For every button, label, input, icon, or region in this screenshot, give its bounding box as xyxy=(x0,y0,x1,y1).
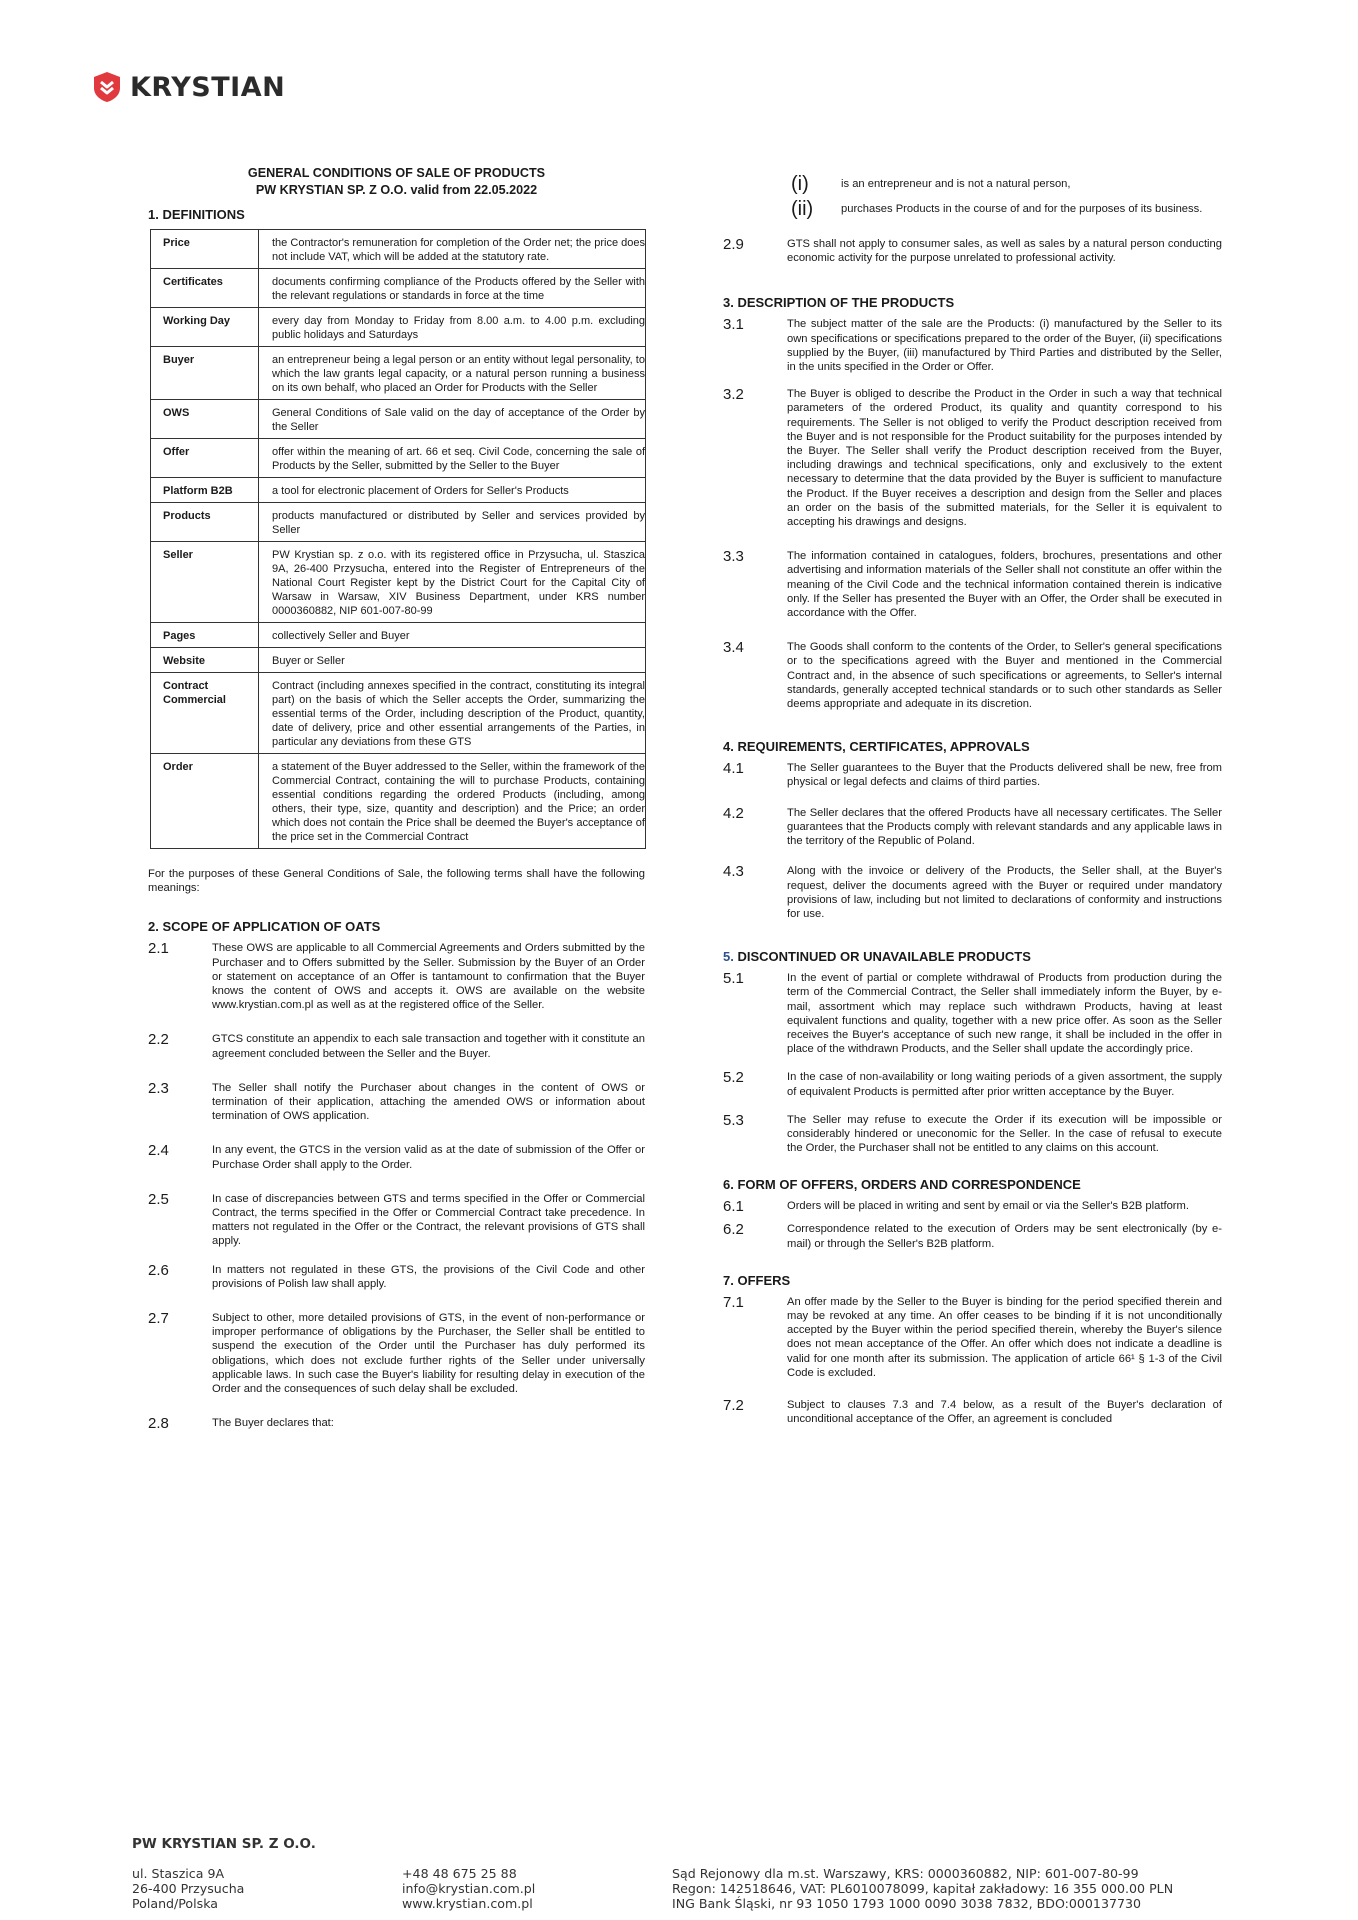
definition-term: Pages xyxy=(151,623,259,648)
clause-2-9: 2.9 GTS shall not apply to consumer sales, as well as sales by a natural person conducting economic activity for the purpose unrelated to professional activity. xyxy=(723,236,1222,265)
buyer-declaration-item: (ii) purchases Products in the course of and for the purposes of its business. xyxy=(791,198,1203,220)
section-6-heading: 6. FORM OF OFFERS, ORDERS AND CORRESPONDENCE xyxy=(723,1177,1081,1193)
section-4-list xyxy=(723,761,1222,921)
definition-term: Seller xyxy=(151,542,259,623)
section-6-list xyxy=(723,1199,1222,1250)
krystian-logo-icon xyxy=(92,71,122,103)
definition-text: an entrepreneur being a legal person or an entity without legal personality, to which the law grants legal capacity, or a natural person running a business on its own behalf, who placed an Order for Products with the Seller xyxy=(259,347,646,400)
definition-row xyxy=(151,347,646,400)
definition-text: PW Krystian sp. z o.o. with its registered office in Przysucha, ul. Staszica 9A, 26-400 Przysucha, entered into the Register of Entrepreneurs of the National Court Register kept by the District Court for the Capital City of Warsaw in Warsaw, XIV Business Department, under KRS number 0000360882, NIP 601-007-80-99 xyxy=(259,542,646,623)
definition-text: Buyer or Seller xyxy=(259,648,646,673)
definition-term: Order xyxy=(151,754,259,849)
clause-3-4: 3.4 The Goods shall conform to the contents of the Order, to Seller's general specifications or to the specifications agreed with the Buyer and mentioned in the Commercial Contract and, in the absence of such specifications or agreements, to Seller's internal standards, generally accepted technical standards or to such other standards as Seller deems appropriate and adequate in its discretion. xyxy=(723,639,1222,711)
definitions-intro: For the purposes of these General Conditions of Sale, the following terms shall have the following meanings: xyxy=(148,868,645,895)
definition-term: Buyer xyxy=(151,347,259,400)
clause-3-3: 3.3 The information contained in catalogues, folders, brochures, presentations and other advertising and information materials of the Seller shall not constitute an offer within the meaning of the Civil Code and the technical information contained therein is indicative only. If the Seller has presented the Buyer with an Offer, the Order shall be executed in accordance with the Offer. xyxy=(723,548,1222,620)
section-7-heading: 7. OFFERS xyxy=(723,1272,791,1288)
definition-row xyxy=(151,308,646,347)
definition-row xyxy=(151,673,646,754)
buyer-declaration-item: (i) is an entrepreneur and is not a natural person, xyxy=(791,173,1071,195)
definition-text: every day from Monday to Friday from 8.00 a.m. to 4.00 p.m. excluding public holidays and Saturdays xyxy=(259,308,646,347)
company-logo xyxy=(92,70,285,104)
clause-3-1: 3.1 The subject matter of the sale are the Products: (i) manufactured by the Seller to its own specifications or specifications prepared to the order of the Buyer, (ii) specifications supplied by the Buyer, (iii) manufactured by Third Parties and distributed by the Seller, in the units specified in the Order or Offer. xyxy=(723,316,1222,374)
footer-contact xyxy=(402,1866,672,1911)
footer-website-link[interactable]: www.krystian.com.pl xyxy=(402,1896,533,1911)
clause-3-2: 3.2 The Buyer is obliged to describe the Product in the Order in such a way that technical parameters of the ordered Product, its quality and quantity correspond to his requirements. The Seller is not obliged to verify the Product description received from the Buyer and is not responsible for the Product suitability for the purposes intended by the Buyer. The Seller shall verify the Product description received from the Buyer, including drawings and technical specifications, only and exclusively to the extent necessary to determine that the data provided by the Buyer is sufficient to manufacture the Product. If the Buyer receives a description and design from the Seller and places an order on the basis of the submitted materials, for the Seller it is equivalent to accepting his drawings and designs. xyxy=(723,386,1222,529)
section-5-list xyxy=(723,971,1222,1155)
definition-term: Contract Commercial xyxy=(151,673,259,754)
definition-row xyxy=(151,542,646,623)
logo-wordmark: KRYSTIAN xyxy=(130,71,286,103)
definition-text: offer within the meaning of art. 66 et seq. Civil Code, concerning the sale of Products by the Seller, submitted by the Seller to the Buyer xyxy=(259,439,646,478)
clause-4-3: 4.3 Along with the invoice or delivery of the Products, the Seller shall, at the Buyer's request, deliver the documents agreed with the Buyer or required under mandatory provisions of law, including but not limited to declarations of conformity and instructions for use. xyxy=(723,863,1222,920)
definition-term: Products xyxy=(151,503,259,542)
definition-text: a tool for electronic placement of Orders for Seller's Products xyxy=(259,478,646,503)
definition-term: Platform B2B xyxy=(151,478,259,503)
footer-company: PW KRYSTIAN SP. Z O.O. xyxy=(132,1836,316,1852)
definition-term: Price xyxy=(151,230,259,269)
definition-text: Contract (including annexes specified in the contract, constituting its integral part) on the basis of which the Seller accepts the Order, summarizing the essential terms of the Order, including description of the Product, quantity, date of delivery, price and other essential arrangements of the Parties, in particular any deviations from these GTS xyxy=(259,673,646,754)
document-title: GENERAL CONDITIONS OF SALE OF PRODUCTS PW KRYSTIAN SP. Z O.O. valid from 22.05.2022 xyxy=(247,166,546,197)
left-column xyxy=(148,165,645,1431)
clause-5-1: 5.1 In the event of partial or complete withdrawal of Products from production during the term of the Commercial Contract, the Seller shall immediately inform the Buyer, by e-mail, assortment which may replace such withdrawn Products, having at least equivalent functions and quality, together with a new price offer. As soon as the Seller receives the Buyer's acceptance of such new range, it shall be included in the offer in place of the withdrawn Products, and the Seller shall update the accordingly price. xyxy=(723,970,1222,1056)
section-5-heading: 5. DISCONTINUED OR UNAVAILABLE PRODUCTS xyxy=(723,949,1031,965)
buyer-declarations-list xyxy=(791,175,1222,219)
definition-term: OWS xyxy=(151,400,259,439)
definition-row xyxy=(151,648,646,673)
clause-2-1: 2.1 These OWS are applicable to all Commercial Agreements and Orders submitted by the Purchaser and to Offers submitted by the Seller. Submission by the Buyer of an Order or statement on acceptance of an Offer is tantamount to confirmation that the Buyer knows the content of OWS and accepts it. OWS are available on the website www.krystian.com.pl as well as at the registered office of the Seller. xyxy=(148,940,645,1012)
clause-7-1: 7.1 An offer made by the Seller to the Buyer is binding for the period specified therein and may be revoked at any time. An offer ceases to be binding if it is not unconditionally accepted by the Buyer within the period specified therein, whereby the Buyer's silence does not mean acceptance of the Offer. An offer which does not indicate a deadline is valid for one month after its submission. The application of article 66¹ § 1-3 of the Civil Code is excluded. xyxy=(723,1293,1222,1379)
section-2-heading: 2. SCOPE OF APPLICATION OF OATS xyxy=(148,919,381,935)
section-3-list xyxy=(723,317,1222,711)
definition-text: the Contractor's remuneration for completion of the Order net; the price does not include VAT, which will be added at the statutory rate. xyxy=(259,230,646,269)
clause-2-7: 2.7 Subject to other, more detailed provisions of GTS, in the event of non-performance or improper performance of obligations by the Purchaser, the Seller shall be entitled to suspend the execution of the Order until the Purchaser has duly performed its obligations, which does not exclude further rights of the Seller under universally applicable laws. In such case the Buyer's liability for resulting delay in execution of the Order and the consequences of such delay shall be excluded. xyxy=(148,1310,645,1396)
clause-2-3: 2.3 The Seller shall notify the Purchaser about changes in the content of OWS or termination of their application, attaching the amended OWS or information about termination of OWS application. xyxy=(148,1079,645,1123)
footer-phone[interactable]: +48 48 675 25 88 xyxy=(402,1866,517,1881)
definition-term: Certificates xyxy=(151,269,259,308)
clause-2-4: 2.4 In any event, the GTCS in the version valid as at the date of submission of the Offer or Purchase Order shall apply to the Order. xyxy=(148,1142,645,1171)
definition-text: a statement of the Buyer addressed to the Seller, within the framework of the Commercial Contract, containing the will to purchase Products, containing essential conditions regarding the ordered Products (including, among others, their type, size, quantity and description) and the Price; an order which does not contain the Price shall be deemed the Buyer's acceptance of the price set in the Commercial Contract xyxy=(259,754,646,849)
clause-5-2: 5.2 In the case of non-availability or long waiting periods of a given assortment, the supply of equivalent Products is permitted after prior written acceptance by the Buyer. xyxy=(723,1069,1222,1098)
footer-address: ul. Staszica 9A 26-400 Przysucha Poland/Polska xyxy=(132,1866,245,1911)
definition-row xyxy=(151,439,646,478)
definition-text: General Conditions of Sale valid on the day of acceptance of the Order by the Seller xyxy=(259,400,646,439)
clause-6-1: 6.1 Orders will be placed in writing and sent by email or via the Seller's B2B platform. xyxy=(723,1198,1189,1216)
definition-row xyxy=(151,503,646,542)
section-2-list xyxy=(148,941,645,1431)
clause-6-2: 6.2 Correspondence related to the execution of Orders may be sent electronically (by e-mail) or through the Seller's B2B platform. xyxy=(723,1221,1222,1250)
footer-registry: Sąd Rejonowy dla m.st. Warszawy, KRS: 0000360882, NIP: 601-007-80-99 Regon: 142518646, VAT: PL6010078099, kapitał zakładowy: 16 355 000.00 PLN ING Bank Śląski, nr 93 1050 1793 1000 0090 3038 7832, BDO:000137730 xyxy=(672,1866,1174,1911)
right-column xyxy=(723,175,1222,1426)
definition-term: Working Day xyxy=(151,308,259,347)
section-7-list xyxy=(723,1295,1222,1427)
definition-row xyxy=(151,400,646,439)
section-4-heading: 4. REQUIREMENTS, CERTIFICATES, APPROVALS xyxy=(723,739,1030,755)
definition-row xyxy=(151,230,646,269)
definition-row xyxy=(151,269,646,308)
footer-email-link[interactable]: info@krystian.com.pl xyxy=(402,1881,536,1896)
definition-term: Website xyxy=(151,648,259,673)
clause-4-2: 4.2 The Seller declares that the offered Products have all necessary certificates. The Seller guarantees that the Products comply with relevant standards and any applicable laws in the territory of the Republic of Poland. xyxy=(723,804,1222,848)
page-footer xyxy=(132,1836,1242,1911)
definitions-table xyxy=(150,229,646,849)
section-1-heading: 1. DEFINITIONS xyxy=(148,207,245,222)
definition-row xyxy=(151,478,646,503)
clause-2-5: 2.5 In case of discrepancies between GTS and terms specified in the Offer or Commercial Contract, the terms specified in the Offer or Commercial Contract take precedence. In matters not regulated in the Offer or the Contract, the relevant provisions of GTS shall apply. xyxy=(148,1190,645,1248)
clause-2-8: 2.8 The Buyer declares that: xyxy=(148,1415,334,1433)
clause-2-6: 2.6 In matters not regulated in these GTS, the provisions of the Civil Code and other provisions of Polish law shall apply. xyxy=(148,1261,645,1290)
definition-text: collectively Seller and Buyer xyxy=(259,623,646,648)
clause-4-1: 4.1 The Seller guarantees to the Buyer that the Products delivered shall be new, free from physical or legal defects and claims of third parties. xyxy=(723,760,1222,789)
definition-row xyxy=(151,754,646,849)
section-3-heading: 3. DESCRIPTION OF THE PRODUCTS xyxy=(723,295,955,311)
definition-text: documents confirming compliance of the Products offered by the Seller with the relevant regulations or standards in force at the time xyxy=(259,269,646,308)
clause-5-3: 5.3 The Seller may refuse to execute the Order if its execution will be impossible or considerably hindered or uneconomic for the Seller. In the case of refusal to execute the Order, the Purchaser shall not be entitled to any claims on this account. xyxy=(723,1111,1222,1155)
clause-7-2: 7.2 Subject to clauses 7.3 and 7.4 below, as a result of the Buyer's declaration of unconditional acceptance of the Offer, an agreement is concluded xyxy=(723,1396,1222,1426)
definition-text: products manufactured or distributed by Seller and services provided by Seller xyxy=(259,503,646,542)
clause-2-2: 2.2 GTCS constitute an appendix to each sale transaction and together with it constitute an agreement concluded between the Seller and the Buyer. xyxy=(148,1031,645,1060)
definition-row xyxy=(151,623,646,648)
definition-term: Offer xyxy=(151,439,259,478)
